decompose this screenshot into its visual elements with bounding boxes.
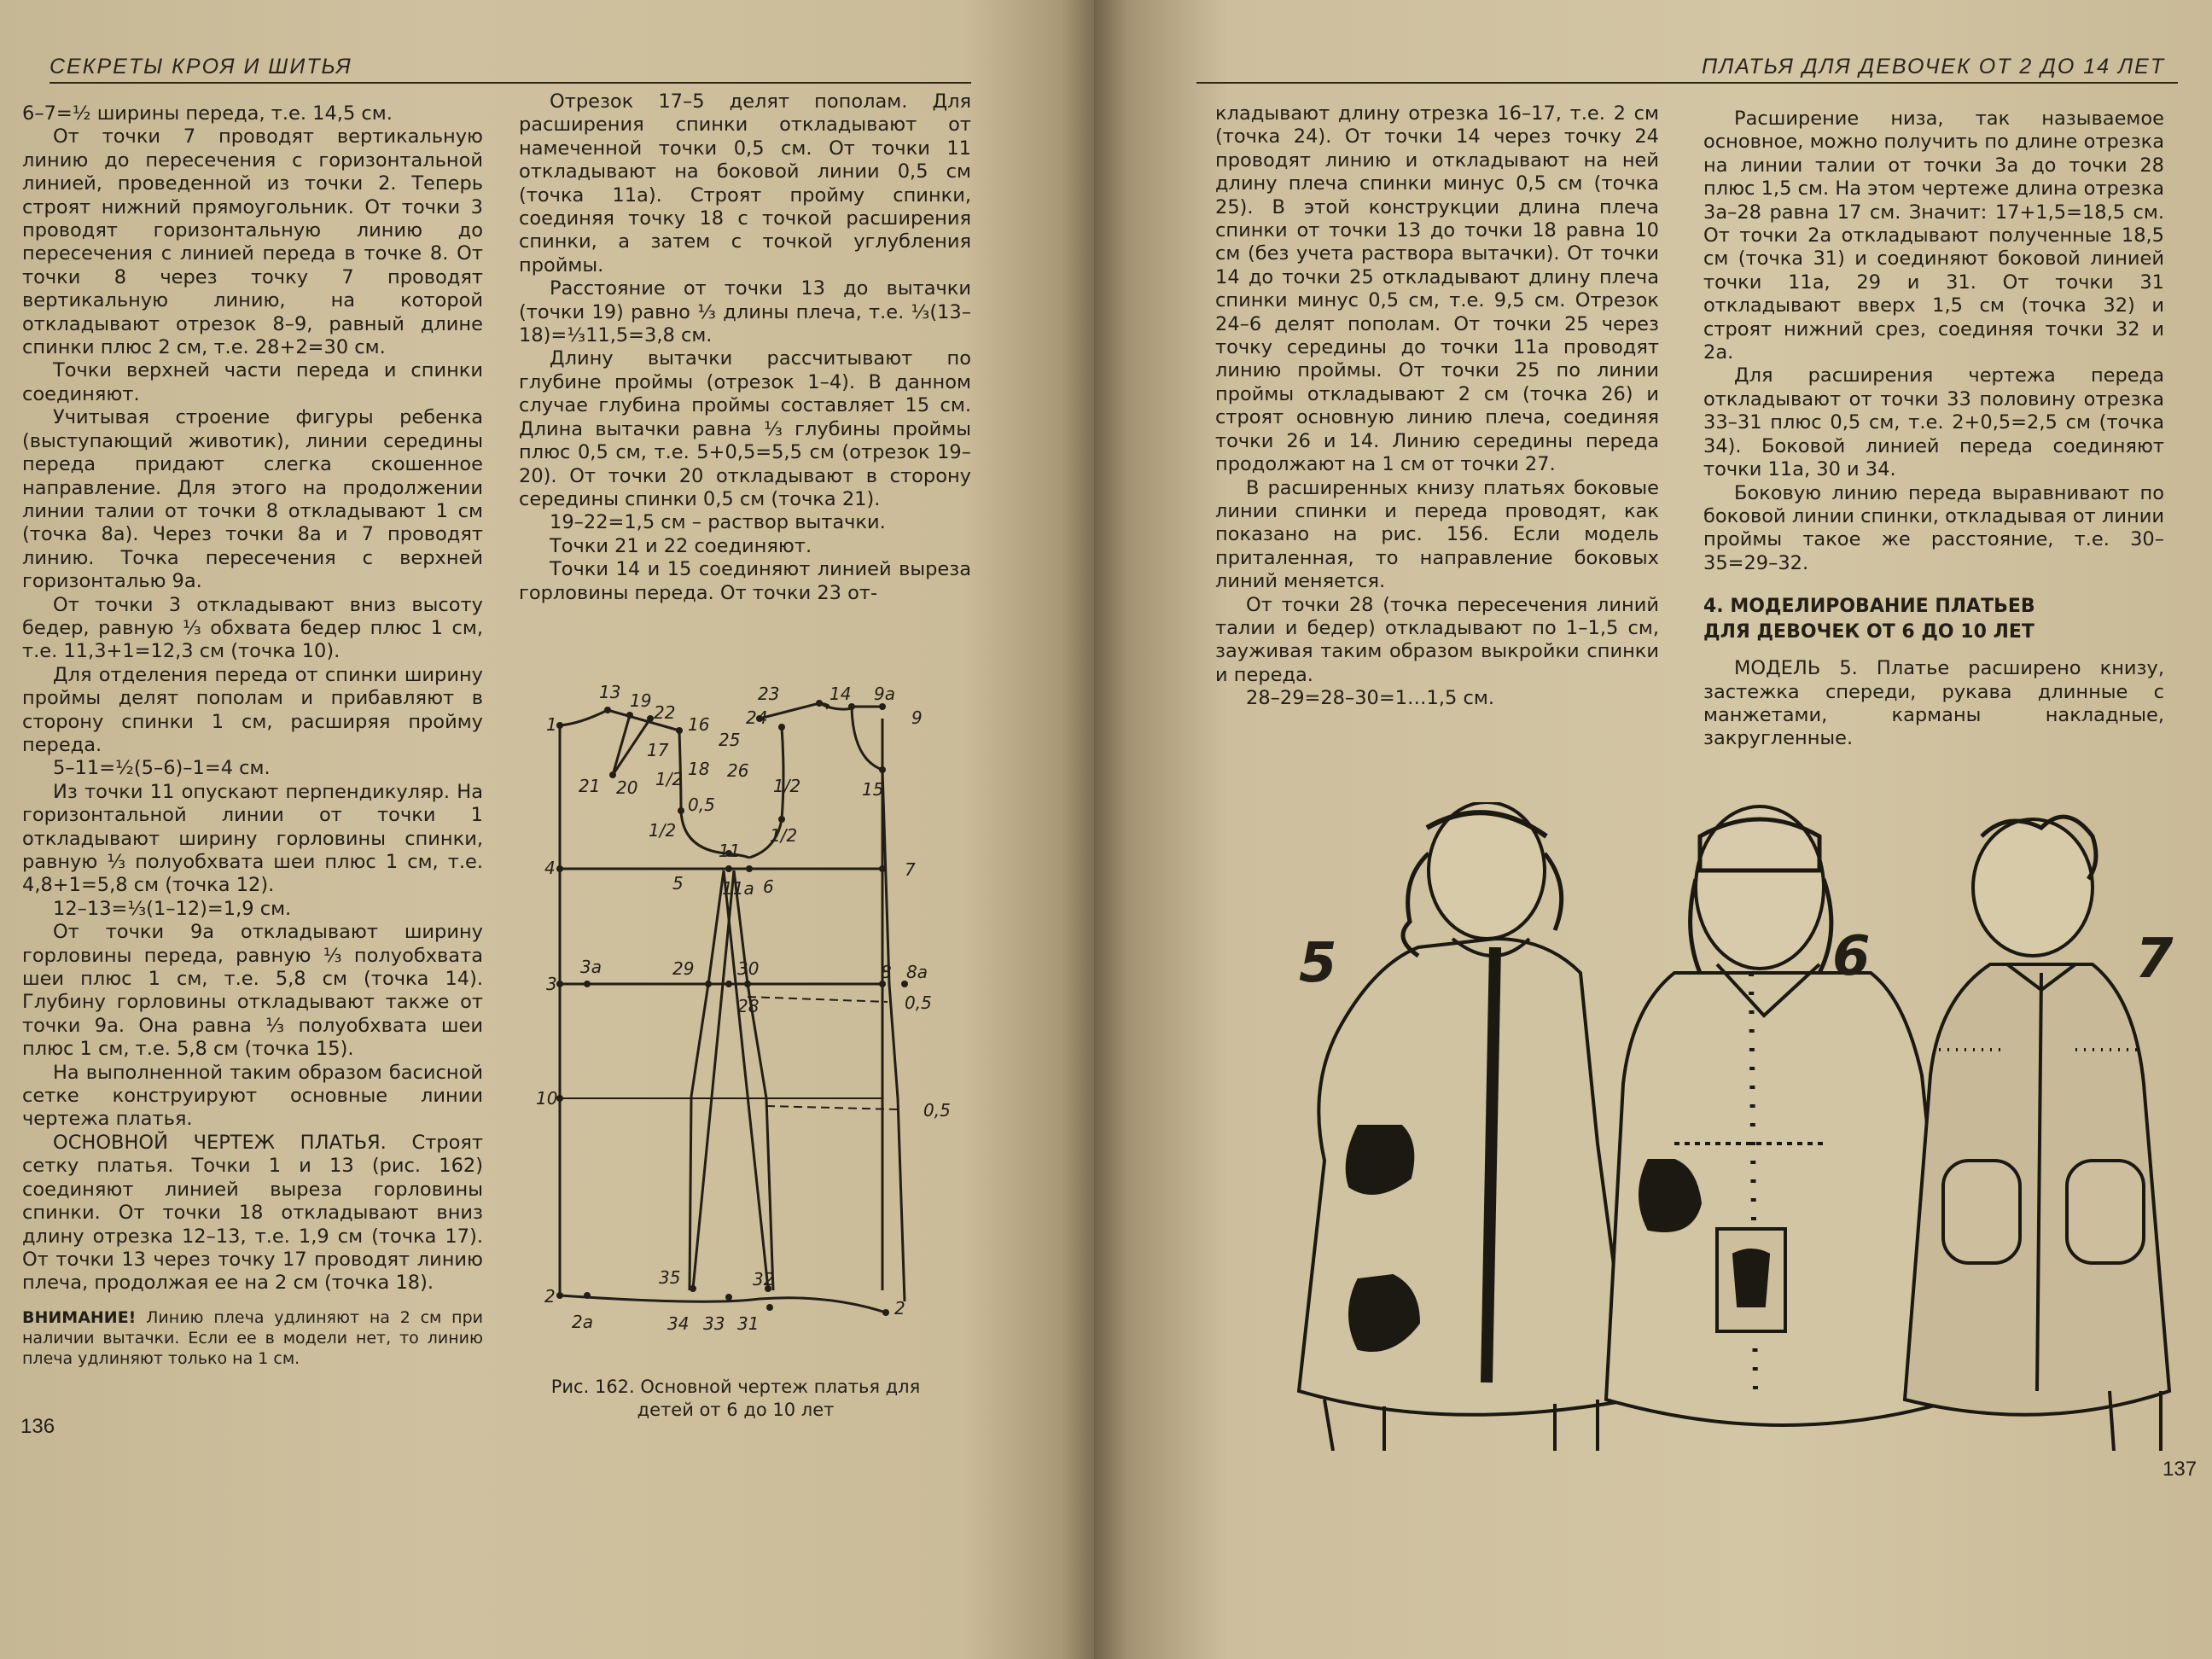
paragraph: 12–13=⅓(1–12)=1,9 см. xyxy=(53,897,292,920)
attention-text: Линию плеча удлиняют на 2 см при наличии вытачки. Если ее в модели нет, то линию плеча удлиняют только на 1 см. xyxy=(22,1307,483,1368)
diagram-label-3: 3 xyxy=(546,974,557,994)
right-header-rule xyxy=(1196,82,2178,84)
illustration-number-6: 6 xyxy=(1832,925,1871,988)
diagram-label-29: 29 xyxy=(672,958,695,979)
diagram-label-34: 34 xyxy=(667,1313,690,1334)
diagram-label-3a: 3а xyxy=(580,957,602,977)
diagram-label-1: 1 xyxy=(546,714,557,735)
paragraph: Точки верхней части переда и спинки соединяют. xyxy=(22,359,483,405)
paragraph: В расширенных книзу платьях боковые линии спинки и переда проводят, как показано на рис. 156. Если модель приталенная, то направление боковых линий меняется. xyxy=(1215,476,1659,593)
paragraph: Для отделения переда от спинки ширину проймы делят пополам и прибавляют в сторону спинки 1 см, расширяя пройму переда. xyxy=(22,663,483,756)
paragraph: 19–22=1,5 см – раствор вытачки. xyxy=(550,511,886,534)
diagram-label-14: 14 xyxy=(830,684,852,704)
diagram-half-1: 1/2 xyxy=(655,769,684,789)
right-page xyxy=(1094,0,2212,1659)
paragraph: Отрезок 17–5 делят пополам. Для расширения спинки откладывают от намеченной точки 0,5 см. От точки 11 откладывают на боковой линии 0,5 см (точка 11а). Строят пройму спинки, соединяя точку 18 с точкой расширения спинки, а затем с точкой углубления проймы. xyxy=(519,90,971,276)
left-running-head: СЕКРЕТЫ КРОЯ И ШИТЬЯ xyxy=(49,55,352,79)
right-column-2 xyxy=(1703,108,2164,751)
diagram-dim-05-a: 0,5 xyxy=(688,795,715,815)
diagram-label-5: 5 xyxy=(672,873,684,894)
paragraph: Расширение низа, так называемое основное, можно получить по длине отрезка на линии талии от точки 3а до точки 28 плюс 1,5 см. На этом чертеже длина отрезка 3а–28 равна 17 см. Значит: 17+1,5=18,5 см. От точки 2а откладывают полученные 18,5 см (точка 31) и соединяют боковой линией точки 11а, 29 и 31. От точки 31 откладывают вверх 1,5 см (точка 32) и строят нижний срез, соединяя точки 32 и 2а. xyxy=(1703,108,2164,364)
diagram-label-19: 19 xyxy=(630,690,652,711)
diagram-label-21: 21 xyxy=(579,776,601,796)
section-heading xyxy=(1703,594,2164,645)
paragraph: Длину вытачки рассчитывают по глубине проймы (отрезок 1–4). В данном случае глубина проймы составляет 15 см. Длина вытачки равна ⅓ глубины проймы плюс 0,5 см, т.е. 5+0,5=5,5 см (отрезок 19–20). От точки 20 откладывают в сторону середины спинки 0,5 см (точка 21). xyxy=(519,347,971,510)
diagram-label-33: 33 xyxy=(703,1313,725,1334)
diagram-label-2: 2 xyxy=(544,1286,556,1307)
diagram-label-9: 9 xyxy=(911,707,923,728)
paragraph: Боковую линию переда выравнивают по боковой линии спинки, откладывая от линии проймы такое же расстояние, т.е. 30–35=29–32. xyxy=(1703,481,2164,574)
diagram-label-8: 8 xyxy=(881,962,892,982)
section-heading-line-1: 4. МОДЕЛИРОВАНИЕ ПЛАТЬЕВ xyxy=(1703,596,2035,618)
diagram-label-4: 4 xyxy=(544,858,556,878)
model-5-description: МОДЕЛЬ 5. Платье расширено книзу, застежка спереди, рукава длинные с манжетами, карманы накладные, закругленные. xyxy=(1703,657,2164,750)
diagram-label-7: 7 xyxy=(905,859,916,880)
left-column-1 xyxy=(22,102,483,1369)
diagram-label-23: 23 xyxy=(758,684,780,704)
paragraph: 28–29=28–30=1…1,5 см. xyxy=(1246,687,1494,710)
paragraph: От точки 28 (точка пересечения линий талии и бедер) откладывают по 1–1,5 см, зауживая таким образом выкройки спинки и переда. xyxy=(1215,593,1659,686)
diagram-label-22: 22 xyxy=(654,702,676,723)
diagram-label-16: 16 xyxy=(688,714,710,735)
diagram-half-2: 1/2 xyxy=(649,820,677,841)
diagram-label-28: 28 xyxy=(737,996,760,1016)
left-header-rule xyxy=(49,82,971,84)
left-page xyxy=(0,0,1094,1659)
diagram-label-2-right: 2 xyxy=(894,1298,905,1318)
diagram-label-26: 26 xyxy=(727,760,749,781)
paragraph: Из точки 11 опускают перпендикуляр. На горизонтальной линии от точки 1 откладывают ширину горловины спинки, равную ⅓ полуобхвата шеи плюс 1 см, т.е. 4,8+1=5,8 см (точка 12). xyxy=(22,780,483,897)
diagram-label-10: 10 xyxy=(536,1088,558,1109)
attention-note xyxy=(22,1307,483,1369)
paragraph: Расстояние от точки 13 до вытачки (точки 19) равно ⅓ длины плеча, т.е. ⅓(13–18)=⅓11,5=3,8 см. xyxy=(519,277,971,347)
paragraph: Точки 14 и 15 соединяют линией выреза горловины переда. От точки 23 от- xyxy=(519,558,971,604)
diagram-dim-05-c: 0,5 xyxy=(923,1100,951,1121)
paragraph: От точки 9а откладывают ширину горловины переда, равную ⅓ полуобхвата шеи плюс 1 см, т.е. 5,8 см (точка 14). Глубину горловины откладывают также от точки 9а. Она равна ⅓ полуобхвата шеи плюс 1 см, т.е. 5,8 см (точка 15). xyxy=(22,921,483,1061)
right-column-1 xyxy=(1215,102,1659,711)
diagram-label-25: 25 xyxy=(719,730,741,750)
diagram-label-18: 18 xyxy=(688,759,710,779)
attention-label: ВНИМАНИЕ! xyxy=(22,1307,137,1327)
left-page-number: 136 xyxy=(20,1415,55,1438)
paragraph: 5–11=½(5–6)–1=4 см. xyxy=(53,757,271,780)
right-running-head: ПЛАТЬЯ ДЛЯ ДЕВОЧЕК ОТ 2 ДО 14 ЛЕТ xyxy=(1702,55,2166,79)
paragraph: 6–7=½ ширины переда, т.е. 14,5 см. xyxy=(22,102,393,125)
dress-pattern-diagram xyxy=(529,674,973,1357)
diagram-label-31: 31 xyxy=(737,1313,760,1334)
illustration-number-5: 5 xyxy=(1299,932,1337,995)
paragraph: Точки 21 и 22 соединяют. xyxy=(550,534,812,557)
paragraph: кладывают длину отрезка 16–17, т.е. 2 см (точка 24). От точки 14 через точку 24 проводят линию и откладывают на ней длину плеча спинки минус 0,5 см (точка 25). В этой конструкции длина плеча спинки от точки 13 до точки 18 равна 10 см (без учета раствора вытачки). От точки 14 до точки 25 откладывают длину плеча спинки минус 0,5 см, т.е. 9,5 см. Отрезок 24–6 делят пополам. От точки 25 через точку середины до точки 11а проводят линию проймы. От точки 25 по линии проймы откладывают 2 см (точка 26) и строят основную линию плеча, соединяя точки 26 и 14. Линию середины переда продолжают на 1 см от точки 27. xyxy=(1215,102,1659,476)
paragraph: От точки 7 проводят вертикальную линию до пересечения с горизонтальной линией, проведенной из точки 2. Теперь строят нижний прямоугольник. От точки 3 проводят горизонтальную линию до пересечения с линией переда в точке 8. От точки 8 через точку 7 проводят вертикальную линию, на которой откладывают отрезок 8–9, равный длине спинки плюс 2 см, т.е. 28+2=30 см. xyxy=(22,125,483,359)
diagram-label-13: 13 xyxy=(599,682,621,702)
illustration-number-7: 7 xyxy=(2135,928,2174,991)
diagram-label-11a: 11а xyxy=(722,878,754,899)
paragraph: От точки 3 откладывают вниз высоту бедер, равную ⅓ обхвата бедер плюс 1 см, т.е. 11,3+1=12,3 см (точка 10). xyxy=(22,593,483,663)
diagram-label-30: 30 xyxy=(737,958,760,979)
figure-caption: Рис. 162. Основной чертеж платья для детей от 6 до 10 лет xyxy=(550,1377,921,1420)
paragraph: Для расширения чертежа переда откладывают от точки 33 половину отрезка 33–31 плюс 0,5 см, т.е. 2+0,5=2,5 см (точка 34). Боковой линией переда соединяют точки 11а, 30 и 34. xyxy=(1703,364,2164,481)
diagram-dim-05-b: 0,5 xyxy=(905,992,932,1013)
diagram-label-32: 32 xyxy=(753,1269,775,1289)
diagram-label-11: 11 xyxy=(719,841,741,861)
diagram-label-24: 24 xyxy=(746,707,768,728)
left-column-2 xyxy=(519,90,971,605)
diagram-half-3: 1/2 xyxy=(773,776,801,796)
right-page-number: 137 xyxy=(2163,1458,2197,1481)
section-heading-line-2: ДЛЯ ДЕВОЧЕК ОТ 6 ДО 10 ЛЕТ xyxy=(1703,621,2034,643)
diagram-label-8a: 8а xyxy=(906,962,928,982)
diagram-half-4: 1/2 xyxy=(770,825,798,846)
paragraph: ОСНОВНОЙ ЧЕРТЕЖ ПЛАТЬЯ. Строят сетку платья. Точки 1 и 13 (рис. 162) соединяют линией выреза горловины спинки. От точки 18 откладывают вниз длину отрезка 12–13, т.е. 1,9 см (точка 17). От точки 13 через точку 17 проводят линию плеча, продолжая ее на 2 см (точка 18). xyxy=(22,1131,483,1295)
diagram-label-20: 20 xyxy=(616,777,638,798)
diagram-label-6: 6 xyxy=(763,876,774,897)
diagram-label-2a: 2а xyxy=(572,1312,593,1332)
diagram-label-9a: 9а xyxy=(874,684,895,704)
paragraph: Учитывая строение фигуры ребенка (выступающий животик), линии середины переда придают слегка скошенное направление. Для этого на продолжении линии талии от точки 8 откладывают 1 см (точка 8а). Через точки 8а и 7 проводят линию. Точка пересечения с верхней горизонталью 9а. xyxy=(22,406,483,593)
girls-dresses-illustration xyxy=(1273,802,2186,1451)
diagram-label-15: 15 xyxy=(862,779,884,800)
diagram-label-17: 17 xyxy=(647,740,669,760)
diagram-label-35: 35 xyxy=(659,1267,681,1288)
paragraph: На выполненной таким образом басисной сетке конструируют основные линии чертежа платья. xyxy=(22,1061,483,1131)
